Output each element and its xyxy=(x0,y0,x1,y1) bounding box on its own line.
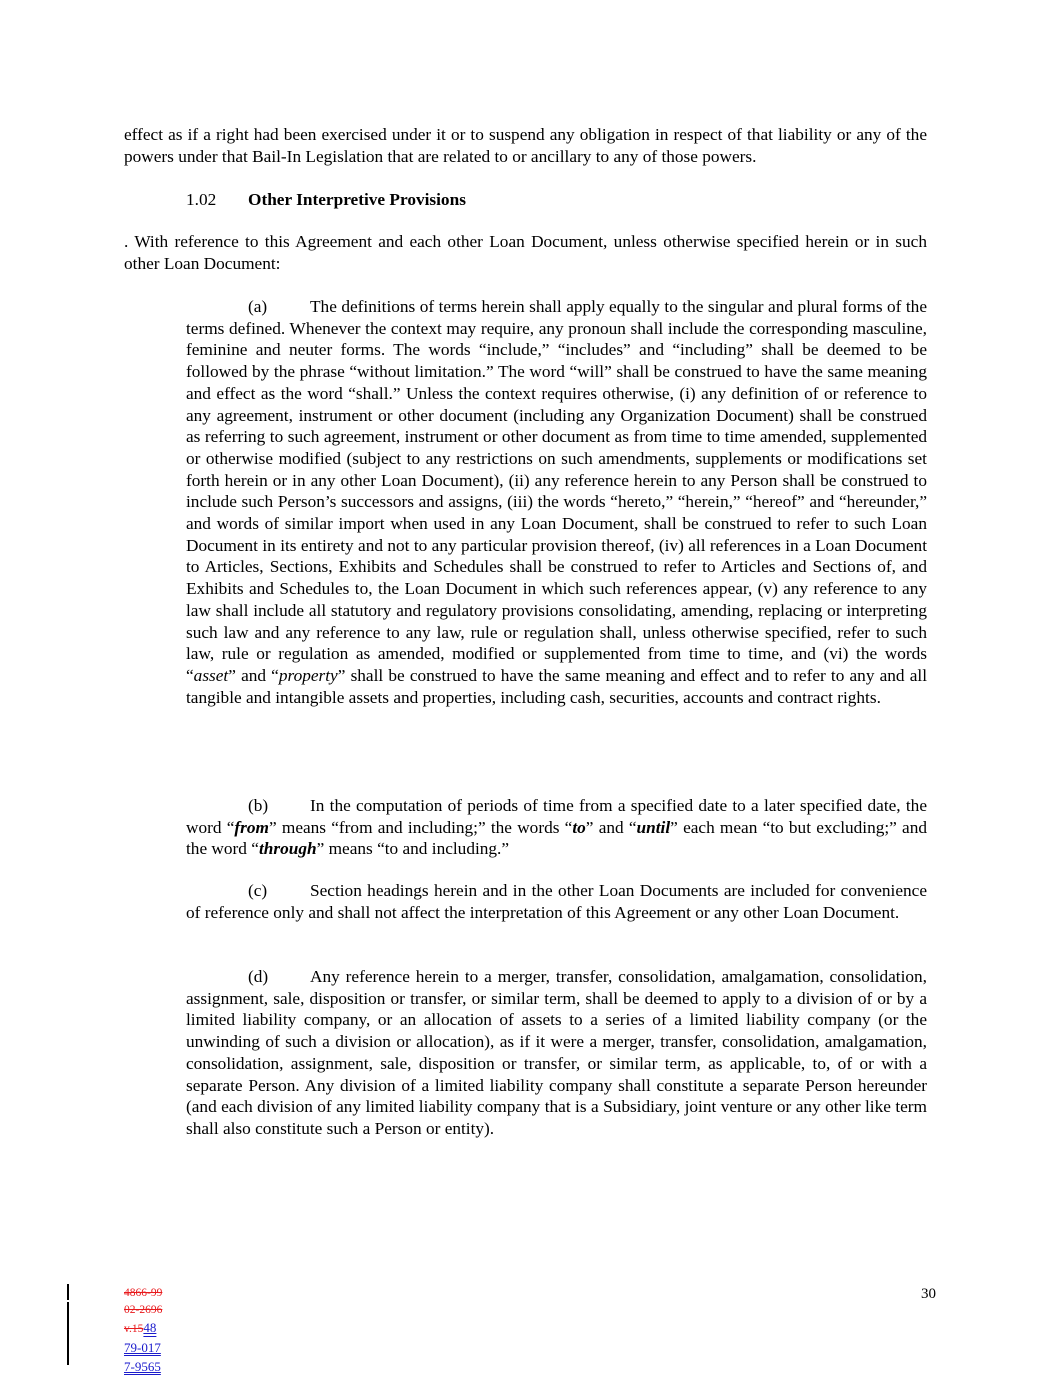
clause-text: ” each mean “to but excluding;” and the word “ xyxy=(186,817,928,859)
clause-d xyxy=(186,966,927,1140)
clause-text: ” and “ xyxy=(228,665,279,685)
emphasized-term: through xyxy=(258,839,317,859)
deleted-text: 4866-99 xyxy=(124,1287,163,1299)
emphasized-term: property xyxy=(278,665,338,685)
emphasized-term: asset xyxy=(193,665,229,685)
clause-text: ” means “to and including.” xyxy=(316,839,510,859)
clause-text: Any reference herein to a merger, transfer, consolidation, amalgamation, consolidation, assignment, sale, disposition or transfer, or similar term, shall be deemed to apply to a division of or by a limited liability company, or an allocation of assets to a series of a limited liability company (or the unwinding of such a division or allocation), as if it were a merger, transfer, consolidation, amalgamation, consolidation, assignment, sale, disposition or transfer, or similar term, as applicable, to, of or with a separate Person. Any division of a limited liability company shall constitute a separate Person hereunder (and each division of any limited liability company that is a Subsidiary, joint venture or any other like term shall also constitute such a Person or entity). xyxy=(186,967,927,1138)
page-number: 30 xyxy=(921,1286,936,1302)
clause-text: Section headings herein and in the other Loan Documents are included for convenience of reference only and shall not affect the interpretation of this Agreement or any other Loan Document. xyxy=(186,881,927,922)
emphasized-term: from xyxy=(234,817,269,837)
deleted-text: v.15 xyxy=(124,1323,144,1336)
clause-c xyxy=(186,880,927,923)
continuation-paragraph: effect as if a right had been exercised under it or to suspend any obligation in respect of that liability or any of the powers under that Bail-In Legislation that are related to or ancillary to any of those powers. xyxy=(124,125,927,166)
deleted-text: 02-2696 xyxy=(124,1304,163,1317)
clause-label: (c) xyxy=(248,881,268,900)
intro-paragraph: . With reference to this Agreement and each other Loan Document, unless otherwise specified herein or in such other Loan Document: xyxy=(124,232,927,273)
clause-text: ” shall be construed to have the same meaning and effect and to refer to any and all tangible and intangible assets and properties, including cash, securities, accounts and contract rights. xyxy=(186,665,928,707)
section-number: 1.02 xyxy=(186,190,217,209)
emphasized-term: until xyxy=(636,817,671,837)
clause-b xyxy=(186,795,927,860)
section-heading xyxy=(186,189,466,211)
clause-label: (a) xyxy=(248,297,268,316)
clause-a xyxy=(186,296,927,708)
clause-text: ” means “from and including;” the words “ xyxy=(268,817,573,837)
clause-text: The definitions of terms herein shall apply equally to the singular and plural forms of the terms defined. Whenever the context may require, any pronoun shall include the corresponding masculine, feminine and neuter forms. The words “include,” “includes” and “including” shall be deemed to be followed by the phrase “without limitation.” The word “will” shall be construed to have the same meaning and effect as the word “shall.” Unless the context requires otherwise, (i) any definition of or reference to any agreement, instrument or other document (including any Organization Document) shall be construed as referring to such agreement, instrument or other document as from time to time amended, supplemented or otherwise modified (subject to any restrictions on such amendments, supplements or modifications set forth herein or in any other Loan Document), (ii) any reference herein to any Person shall be construed to include such Person’s successors and assigns, (iii) the words “hereto,” “herein,” “hereof” and “hereunder,” and words of similar import when used in any Loan Document, shall be construed to refer to such Loan Document in its entirety and not to any particular provision thereof, (iv) all references in a Loan Document to Articles, Sections, Exhibits and Schedules shall be construed to refer to Articles and Sections of, and Exhibits and Schedules to, the Loan Document in which such references appear, (v) any reference to any law shall include all statutory and regulatory provisions consolidating, amending, replacing or interpreting such law and any reference to any law, rule or regulation shall, unless otherwise specified, refer to such law, rule or regulation as amended, modified or supplemented from time to time, and (vi) the words “ xyxy=(186,297,927,685)
clause-label: (d) xyxy=(248,967,269,986)
change-bar xyxy=(67,1302,69,1365)
change-bar xyxy=(67,1284,69,1300)
inserted-text: 48 xyxy=(143,1320,157,1336)
footer-document-id xyxy=(124,1285,162,1377)
emphasized-term: to xyxy=(572,817,586,837)
clause-text: In the computation of periods of time from a specified date to a later specified date, the word “ xyxy=(186,796,927,837)
inserted-text: 79-017 xyxy=(124,1339,161,1355)
inserted-text: 7-9565 xyxy=(124,1358,161,1374)
clause-text: ” and “ xyxy=(585,817,637,837)
section-title: Other Interpretive Provisions xyxy=(248,190,466,209)
clause-label: (b) xyxy=(248,796,269,815)
